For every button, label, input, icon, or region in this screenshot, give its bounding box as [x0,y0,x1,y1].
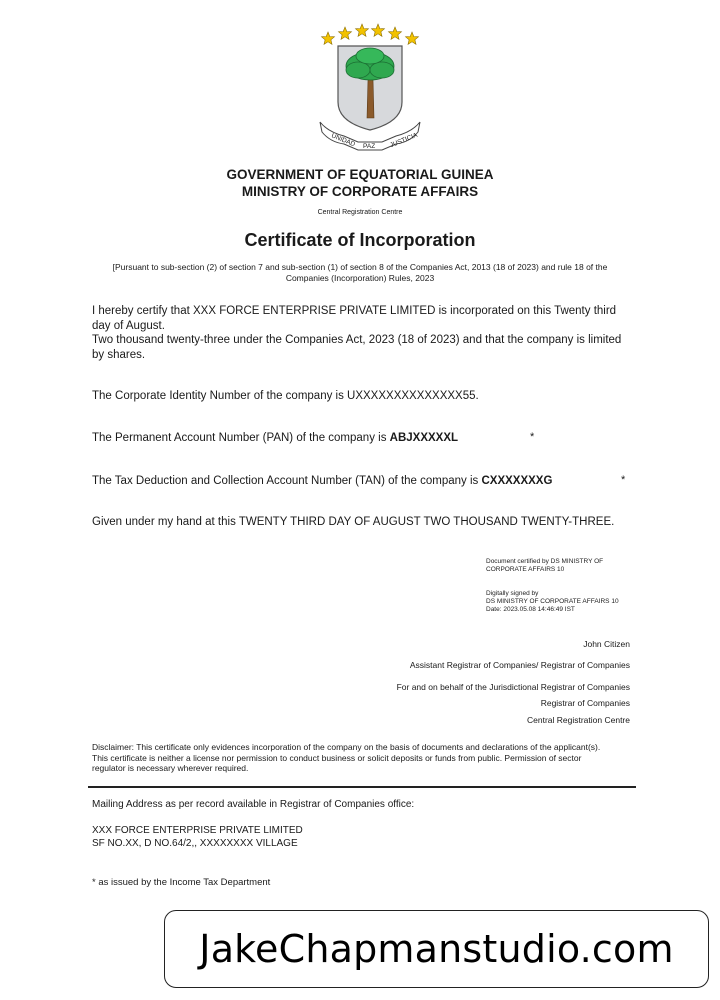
mailing-address [92,824,303,850]
digital-signature-block [486,590,626,614]
government-heading [0,166,720,200]
registration-centre: Central Registration Centre [317,209,403,216]
certification-line-1: I hereby certify that XXX FORCE ENTERPRISE PRIVATE LIMITED is incorporated on this Twenty third day of August. [92,305,617,332]
tan-statement [92,474,632,489]
tan-asterisk: * [621,474,626,486]
ministry-name: MINISTRY OF CORPORATE AFFAIRS [241,184,479,199]
tan-value: CXXXXXXXG [481,475,553,487]
coat-of-arms-emblem [318,18,422,158]
divider [88,786,636,788]
digitally-signed-label: Digitally signed by [486,590,539,597]
ribbon-text-right: JUSTICIA [389,131,419,150]
registrar-role: Assistant Registrar of Companies/ Registrar of Companies [409,660,630,670]
given-statement: Given under my hand at this TWENTY THIRD DAY OF AUGUST TWO THOUSAND TWENTY-THREE. [92,516,615,528]
star-icon [389,27,402,39]
pan-value: ABJXXXXXL [389,432,459,444]
star-icon [356,24,369,36]
disclaimer: Disclaimer: This certificate only evidences incorporation of the company on the basis of documents and declarations of the applicant(s). This certificate is neither a license nor permission to conduct business or solicit deposits or funds from public. Permission of sector regulator is necessary wherever required. [92,742,601,773]
registrar-name: John Citizen [583,639,630,649]
pan-asterisk: * [530,431,535,443]
registrar-centre: Central Registration Centre [527,715,630,725]
tan-label: The Tax Deduction and Collection Account Number (TAN) of the company is [92,475,482,487]
star-icon [372,24,385,36]
pan-statement [92,431,632,446]
ribbon-text-left: UNIDAD [330,132,356,149]
certification-line-2: Two thousand twenty-three under the Companies Act, 2023 (18 of 2023) and that the company is limited by shares. [92,334,622,361]
address-line-2: SF NO.XX, D NO.64/2,, XXXXXXXX VILLAGE [92,838,298,849]
certification-paragraph [92,304,632,362]
pursuant-clause: [Pursuant to sub-section (2) of section 7 and sub-section (1) of section 8 of the Companies Act, 2013 (18 of 2023) and rule 18 of the Companies (Incorporation) Rules, 2023 [112,262,608,283]
on-behalf-line: For and on behalf of the Jurisdictional Registrar of Companies [396,682,630,692]
certified-by: Document certified by DS MINISTRY OF CORPORATE AFFAIRS 10 [486,558,604,573]
star-icon [339,27,352,39]
watermark-text: JakeChapmanstudio.com [199,927,674,971]
star-icons [322,24,419,44]
watermark-banner [164,910,709,988]
ribbon-text-center: PAZ [363,143,376,150]
government-name: GOVERNMENT OF EQUATORIAL GUINEA [226,167,494,182]
footnote: * as issued by the Income Tax Department [92,877,271,888]
certificate-title: Certificate of Incorporation [244,230,476,250]
star-icon [406,32,419,44]
pan-label: The Permanent Account Number (PAN) of the company is [92,432,390,444]
signer-name: DS MINISTRY OF CORPORATE AFFAIRS 10 [486,598,619,605]
registrar-office: Registrar of Companies [540,698,630,708]
cin-statement: The Corporate Identity Number of the company is UXXXXXXXXXXXXXX55. [92,390,479,402]
signature-date: Date: 2023.05.08 14:46:49 IST [486,606,575,613]
address-line-1: XXX FORCE ENTERPRISE PRIVATE LIMITED [92,825,303,836]
mailing-heading: Mailing Address as per record available in Registrar of Companies office: [92,799,415,810]
star-icon [322,32,335,44]
